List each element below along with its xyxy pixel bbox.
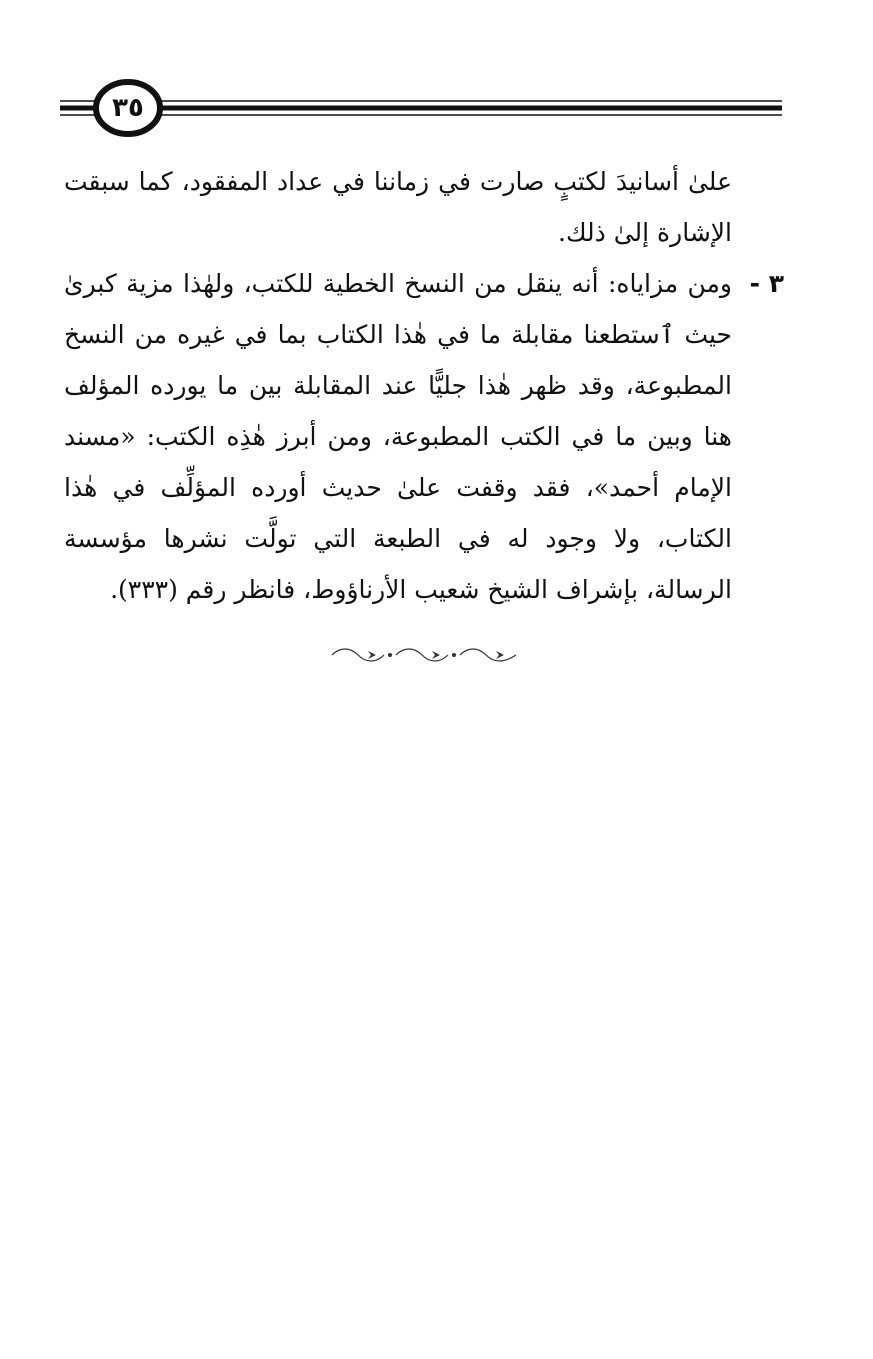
paragraph-continuation: علىٰ أسانيدَ لكتبٍ صارت في زماننا في عداد المفقود، كما سبقت الإشارة إلىٰ ذلك.: [64, 167, 732, 247]
list-item-marker: ٣ -: [749, 269, 784, 298]
list-item-3: [64, 258, 784, 615]
page-header: [0, 0, 873, 150]
body-text: [64, 156, 784, 615]
section-end-ornament: [328, 645, 520, 665]
list-item-text: ومن مزاياه: أنه ينقل من النسخ الخطية للكتب، ولهٰذا مزية كبرىٰ حيث ٱستطعنا مقابلة ما في هٰذا الكتاب بما في غيره من النسخ المطبوعة، وقد ظهر هٰذا جليًّا عند المقابلة بين ما يورده المؤلف هنا وبين ما في الكتب المطبوعة، ومن أبرز هٰذِه الكتب: «مسند الإمام أحمد»، فقد وقفت علىٰ حديث أورده المؤلِّف في هٰذا الكتاب، ولا وجود له في الطبعة التي تولَّت نشرها مؤسسة الرسالة، بإشراف الشيخ شعيب الأرناؤوط، فانظر رقم (٣٣٣).: [64, 269, 732, 604]
page-number: ٣٥: [112, 93, 144, 123]
